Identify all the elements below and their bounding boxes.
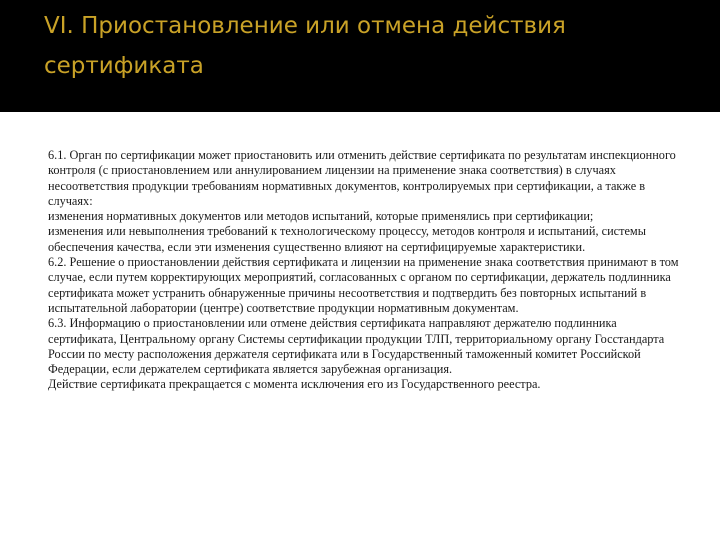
content-area [0, 112, 720, 540]
paragraph-item-process-changes: изменения или невыполнения требований к технологическому процессу, методов контроля и испытаний, системы обеспечения качества, если эти изменения существенно влияют на сертифицируемые характеристики. [48, 224, 646, 254]
paragraph-item-normative-changes: изменения нормативных документов или методов испытаний, которые применялись при сертификации; [48, 209, 594, 224]
slide-title: VI. Приостановление или отмена действия сертификата [44, 13, 566, 79]
paragraph-termination: Действие сертификата прекращается с момента исключения его из Государственного реестра. [48, 377, 541, 392]
body-text [48, 148, 680, 393]
paragraph-6-2: 6.2. Решение о приостановлении действия сертификата и лицензии на применение знака соответствия принимают в том случае, если путем корректирующих мероприятий, согласованных с органом по сертификации, держатель подлинника сертификата может устранить обнаруженные причины несоответствия и подтвердить без повторных испытаний в испытательной лаборатории (центре) соответствие продукции нормативным документам. [48, 255, 679, 315]
paragraph-6-3: 6.3. Информацию о приостановлении или отмене действия сертификата направляют держателю подлинника сертификата, Центральному органу Системы сертификации продукции ТЛП, территориальному органу Госстандарта России по месту расположения держателя сертификата или в Государственный таможенный комитет Российской Федерации, если держателем сертификата является зарубежная организация. [48, 316, 665, 377]
paragraph-6-1: 6.1. Орган по сертификации может приостановить или отменить действие сертификата по результатам инспекционного контроля (с приостановлением или аннулированием лицензии на применение знака соответствия) в случаях несоответствия продукции требованиям нормативных документов, контролируемых при сертификации, а также в случаях: [48, 148, 676, 208]
title-bar [0, 0, 720, 112]
